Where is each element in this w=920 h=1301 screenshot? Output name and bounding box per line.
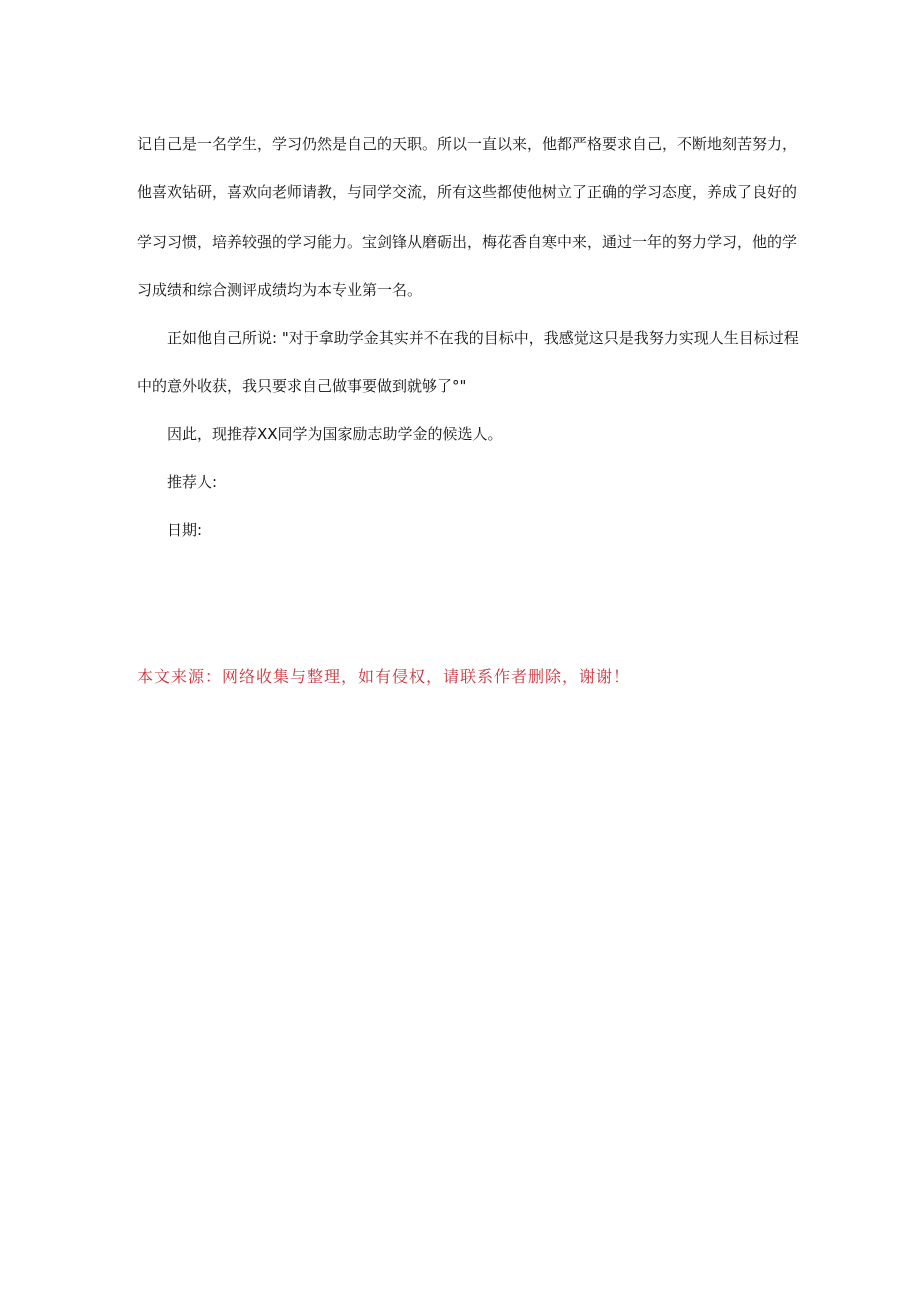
recommendation-line: 因此，现推荐XX同学为国家励志助学金的候选人。 <box>167 425 503 443</box>
quote-line-1: 正如他自己所说: "对于拿助学金其实并不在我的目标中，我感觉这只是我努力实现人生目标过程 <box>167 329 799 347</box>
quote-line-2: 中的意外收获，我只要求自己做事要做到就够了°" <box>137 377 467 395</box>
body-line-2: 他喜欢钻研，喜欢向老师请教，与同学交流，所有这些都使他树立了正确的学习态度，养成了良好的 <box>137 183 798 201</box>
source-note: 本文来源：网络收集与整理，如有侵权，请联系作者删除，谢谢！ <box>137 667 631 686</box>
body-line-1: 记自己是一名学生，学习仍然是自己的天职。所以一直以来，他都严格要求自己，不断地刻苦努力， <box>137 135 798 153</box>
date-label: 日期: <box>167 521 203 539</box>
recommender-label: 推荐人: <box>167 473 218 491</box>
body-line-4: 习成绩和综合测评成绩均为本专业第一名。 <box>137 281 423 299</box>
body-line-3: 学习习惯，培养较强的学习能力。宝剑锋从磨砺出，梅花香自寒中来，通过一年的努力学习，他的学 <box>137 233 798 251</box>
